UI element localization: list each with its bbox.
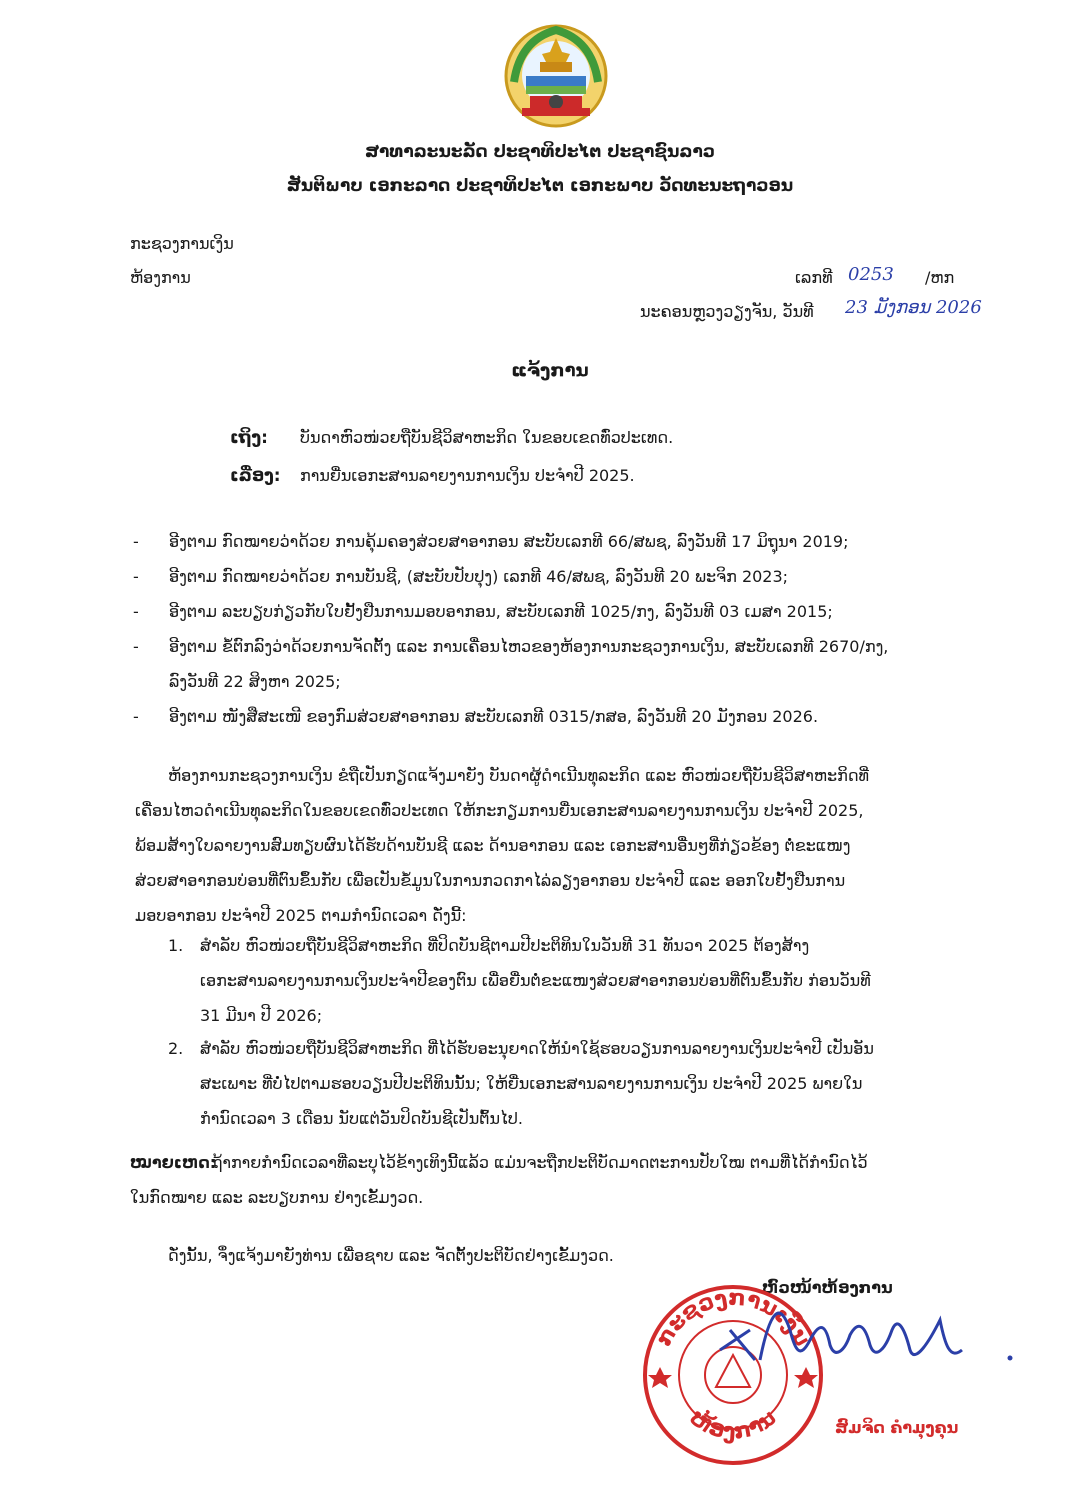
reference-item (133, 629, 983, 699)
body-line: ພ້ອມສ້າງໃບລາຍງານສົມທຽບຜົນໄດ້ຮັບດ້ານບັນຊີ ແລະ ດ້ານອາກອນ ແລະ ເອກະສານອື່ນໆທີ່ກ່ຽວຂ້ອງ ຕໍ່ຂະແໜງ (135, 836, 851, 855)
list-dash: - (133, 707, 139, 726)
stamp-bottom-text: ຫ້ອງການ (684, 1405, 782, 1445)
doc-number-value: 0253 (848, 264, 894, 285)
sender-ministry: ກະຊວງການເງິນ (130, 234, 234, 253)
note-label: ໝາຍເຫດ: (130, 1153, 217, 1172)
list-dash: - (133, 637, 139, 656)
list-dash: - (133, 567, 139, 586)
reference-line: ລົງວັນທີ 22 ສິງຫາ 2025; (169, 672, 341, 691)
item-line: ສໍາລັບ ຫົວໜ່ວຍຖືບັນຊີວິສາຫະກິດ ທີ່ໄດ້ຮັບອະນຸຍາດໃຫ້ນໍາໃຊ້ຮອບວຽນການລາຍງານເງິນປະຈໍາປີ ເປັນອັນ (200, 1039, 874, 1058)
doc-number-suffix: /ຫກ (925, 268, 955, 287)
reference-item (133, 699, 983, 734)
signatory-title: ຫົວໜ້າຫ້ອງການ (762, 1278, 893, 1297)
item-line: ສໍາລັບ ຫົວໜ່ວຍຖືບັນຊີວິສາຫະກິດ ທີ່ປິດບັນຊີຕາມປີປະຕິທິນໃນວັນທີ 31 ທັນວາ 2025 ຕ້ອງສ້າງ (200, 936, 810, 955)
reference-item (133, 559, 983, 594)
svg-text:ຫ້ອງການ (685, 1404, 781, 1444)
sender-office: ຫ້ອງການ (130, 268, 191, 287)
note-line: ໃນກົດໝາຍ ແລະ ລະບຽບການ ຢ່າງເຂັ້ມງວດ. (130, 1188, 424, 1207)
item-number: 1. (168, 936, 184, 955)
item-line: ກໍານົດເວລາ 3 ເດືອນ ນັບແຕ່ວັນປິດບັນຊີເປັນຕົ້ນໄປ. (200, 1109, 523, 1128)
signatory-name: ສົມຈິດ ຄໍາມຸງຄຸນ (835, 1418, 959, 1437)
motto-header: ສັນຕິພາບ ເອກະລາດ ປະຊາທິປະໄຕ ເອກະພາບ ວັດທະນະຖາວອນ (286, 176, 794, 196)
reference-line: ອີງຕາມ ໜັງສືສະເໜີ ຂອງກົມສ່ວຍສາອາກອນ ສະບັບເລກທີ 0315/ກສອ, ລົງວັນທີ 20 ມັງກອນ 2026. (169, 707, 819, 726)
reference-line: ອີງຕາມ ຂໍ້ຕົກລົງວ່າດ້ວຍການຈັດຕັ້ງ ແລະ ການເຄື່ອນໄຫວຂອງຫ້ອງການກະຊວງການເງິນ, ສະບັບເລກທີ 2670/ກງ, (169, 637, 889, 656)
body-line: ເຄື່ອນໄຫວດໍາເນີນທຸລະກິດໃນຂອບເຂດທົ່ວປະເທດ ໃຫ້ກະກຽມການຍື່ນເອກະສານລາຍງານການເງິນ ປະຈໍາປີ 2025, (135, 801, 864, 820)
item-line: ເອກະສານລາຍງານການເງິນປະຈໍາປີຂອງຕົນ ເພື່ອຍື່ນຕໍ່ຂະແໜງສ່ວຍສາອາກອນບ່ອນທີ່ຕົນຂຶ້ນກັບ ກ່ອນວັນທີ (200, 971, 871, 990)
subject-text: ການຍື່ນເອກະສານລາຍງານການເງິນ ປະຈໍາປີ 2025. (300, 466, 635, 485)
list-dash: - (133, 602, 139, 621)
body-line: ສ່ວຍສາອາກອນບ່ອນທີ່ຕົນຂຶ້ນກັບ ເພື່ອເປັນຂໍ້ມູນໃນການກວດກາໄລ່ລຽງອາກອນ ປະຈໍາປີ ແລະ ອອກໃບຢັ້ງຢືນການ (135, 871, 846, 890)
list-dash: - (133, 532, 139, 551)
reference-line: ອີງຕາມ ກົດໝາຍວ່າດ້ວຍ ການຄຸ້ມຄອງສ່ວຍສາອາກອນ ສະບັບເລກທີ 66/ສພຊ, ລົງວັນທີ 17 ມິຖຸນາ 2019; (169, 532, 849, 551)
to-text: ບັນດາຫົວໜ່ວຍຖືບັນຊີວິສາຫະກິດ ໃນຂອບເຂດທົ່ວປະເທດ. (300, 428, 674, 447)
item-line: ສະເພາະ ທີ່ບໍ່ໄປຕາມຮອບວຽນປີປະຕິທິນນັ້ນ; ໃຫ້ຍື່ນເອກະສານລາຍງານການເງິນ ປະຈໍາປີ 2025 ພາຍໃນ (200, 1074, 863, 1093)
reference-line: ອີງຕາມ ລະບຽບກ່ຽວກັບໃບຢັ້ງຢືນການມອບອາກອນ, ສະບັບເລກທີ 1025/ກງ, ລົງວັນທີ 03 ເມສາ 2015; (169, 602, 833, 621)
reference-item (133, 594, 983, 629)
note-line: ຖ້າກາຍກໍານົດເວລາທີ່ລະບຸໄວ້ຂ້າງເທິງນີ້ແລ້ວ ແມ່ນຈະຖືກປະຕິບັດມາດຕະການປັບໃໝ ຕາມທີ່ໄດ້ກໍານົດໄວ້ (212, 1153, 868, 1172)
reference-line: ອີງຕາມ ກົດໝາຍວ່າດ້ວຍ ການບັນຊີ, (ສະບັບປັບປຸງ) ເລກທີ 46/ສພຊ, ລົງວັນທີ 20 ພະຈິກ 2023; (169, 567, 789, 586)
body-line: ມອບອາກອນ ປະຈໍາປີ 2025 ຕາມກໍານົດເວລາ ດັ່ງນີ້: (135, 906, 467, 925)
country-header: ສາທາລະນະລັດ ປະຊາທິປະໄຕ ປະຊາຊົນລາວ (365, 142, 715, 162)
reference-item (133, 524, 983, 559)
date-value: 23 ມັງກອນ 2026 (845, 297, 982, 318)
national-emblem-icon (500, 20, 612, 130)
closing-line: ດັ່ງນັ້ນ, ຈຶ່ງແຈ້ງມາຍັງທ່ານ ເພື່ອຊາບ ແລະ ຈັດຕັ້ງປະຕິບັດຢ່າງເຂັ້ມງວດ. (168, 1246, 614, 1265)
to-label: ເຖິງ: (230, 428, 268, 448)
subject-label: ເລື່ອງ: (230, 466, 281, 486)
document-title: ແຈ້ງການ (511, 360, 589, 381)
item-line: 31 ມີນາ ປີ 2026; (200, 1006, 323, 1025)
stamp-top-text: ກະຊວງການເງິນ (651, 1285, 815, 1351)
body-line: ຫ້ອງການກະຊວງການເງິນ ຂໍຖືເປັນກຽດແຈ້ງມາຍັງ ບັນດາຜູ້ດໍາເນີນທຸລະກິດ ແລະ ຫົວໜ່ວຍຖືບັນຊີວິສາຫະກິດທີ່ (168, 766, 870, 785)
signature-icon (700, 1290, 1020, 1400)
item-number: 2. (168, 1039, 184, 1058)
doc-number-label: ເລກທີ (795, 268, 833, 287)
place-date-label: ນະຄອນຫຼວງວຽງຈັນ, ວັນທີ (640, 302, 814, 321)
